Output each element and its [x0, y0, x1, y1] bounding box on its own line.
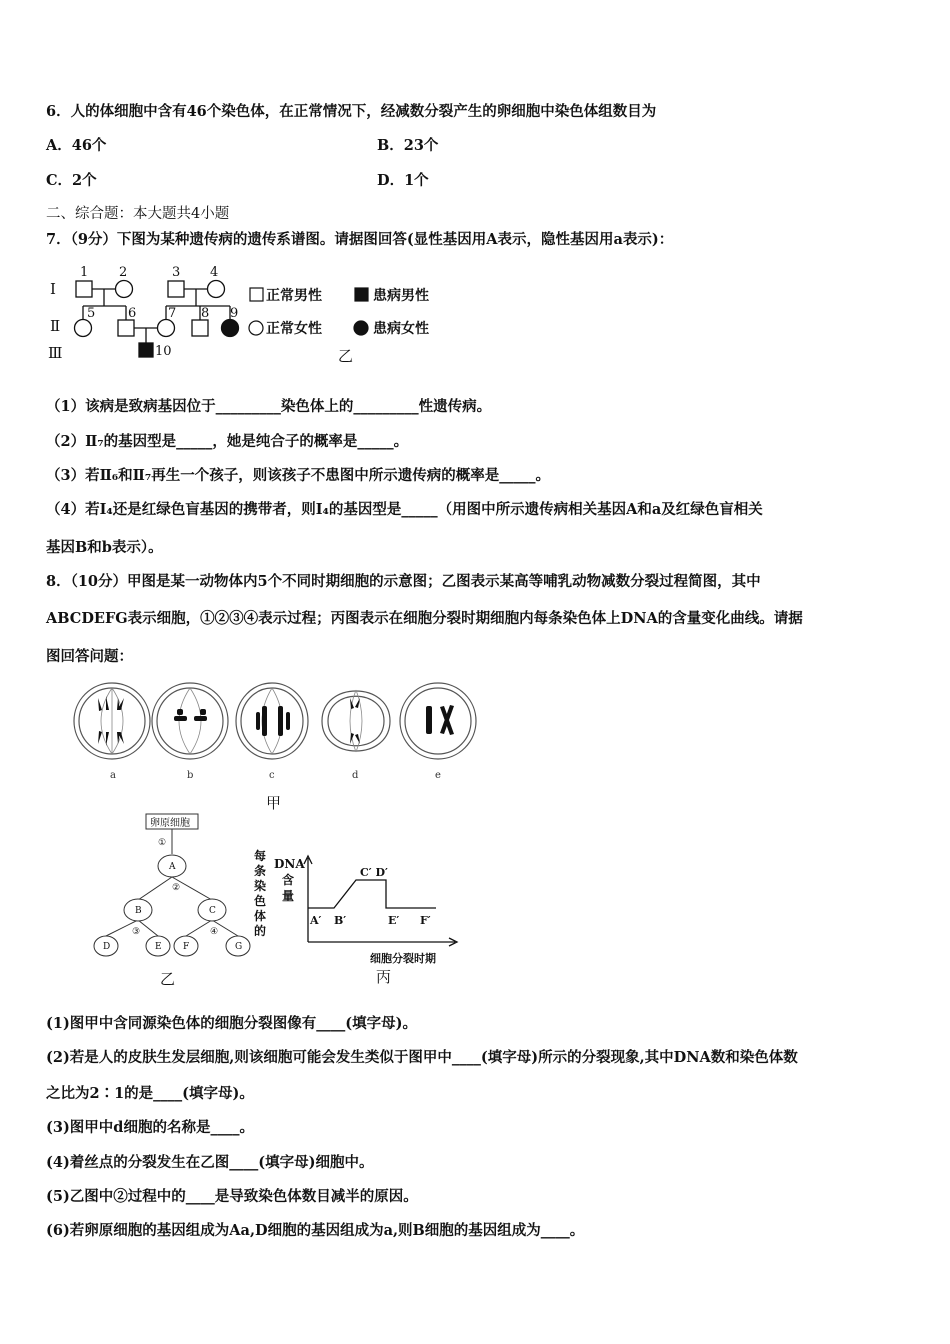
individual-number: 5	[87, 306, 96, 321]
node-label: B	[135, 906, 142, 916]
individual-number: 9	[230, 306, 239, 321]
node-label: F	[183, 942, 190, 952]
cell-b	[152, 683, 228, 759]
q8-item: (3)图甲中d细胞的名称是____。	[46, 1119, 254, 1136]
q8-stem: ABCDEFG表示细胞，①②③④表示过程；丙图表示在细胞分裂时期细胞内每条染色体上DNA的含量变化曲线。请据	[46, 610, 803, 627]
y-axis-label-char: 色	[254, 894, 267, 908]
step-label: ④	[210, 927, 219, 937]
individual-8-normal-male	[192, 320, 208, 336]
q7-item: 基因B和b表示）。	[46, 539, 163, 556]
point-label: A′	[310, 914, 322, 927]
legend-normal-male-icon	[250, 288, 263, 301]
step-label: ①	[158, 838, 167, 848]
legend-label: 患病男性	[373, 288, 429, 304]
q7-item: （3）若Ⅱ₆和Ⅱ₇再生一个孩子，则该孩子不患图中所示遗传病的概率是_____。	[46, 467, 550, 484]
pedigree-figure	[40, 256, 460, 371]
point-label: C′ D′	[360, 866, 388, 879]
individual-4-normal-female	[208, 281, 225, 298]
figure-jia-cells	[60, 676, 490, 816]
point-label: B′	[334, 914, 347, 927]
individual-3-normal-male	[168, 281, 184, 297]
q6-option-c[interactable]: C．2个	[46, 172, 97, 189]
q8-item: (2)若是人的皮肤生发层细胞,则该细胞可能会发生类似于图甲中____(填字母)所示的分裂现象,其中DNA数和染色体数	[46, 1049, 798, 1066]
q8-stem: 图回答问题：	[46, 648, 133, 665]
point-label: E′	[388, 914, 400, 927]
cell-label: a	[110, 770, 116, 781]
y-axis-label-char: 含	[282, 873, 295, 887]
generation-label: Ⅱ	[50, 317, 61, 335]
figure-bing-curve	[250, 846, 480, 986]
q7-item: （2）Ⅱ₇的基因型是_____，她是纯合子的概率是_____。	[46, 433, 409, 450]
legend-label: 患病女性	[373, 321, 429, 337]
legend-normal-female-icon	[249, 321, 263, 335]
root-label: 卵原细胞	[150, 818, 190, 829]
y-axis-label-char: 染	[254, 879, 267, 893]
individual-number: 6	[128, 306, 137, 321]
q7-stem: 7．（9分）下图为某种遗传病的遗传系谱图。请据图回答(显性基因用A表示，隐性基因用a表示)：	[46, 231, 674, 248]
q7-item: （4）若I₄还是红绿色盲基因的携带者，则I₄的基因型是_____（用图中所示遗传病相关基因A和a及红绿色盲相关	[46, 501, 763, 518]
cell-label: e	[435, 770, 441, 781]
q8-item: (1)图甲中含同源染色体的细胞分裂图像有____(填字母)。	[46, 1015, 418, 1032]
figure-yi-caption: 乙	[160, 970, 176, 988]
y-axis-label-char: 体	[254, 909, 267, 923]
individual-number: 2	[119, 265, 128, 280]
cell-label: b	[187, 770, 194, 781]
individual-number: 8	[201, 306, 210, 321]
cell-c	[236, 683, 308, 759]
q6-option-d[interactable]: D．1个	[377, 172, 429, 189]
individual-number: 3	[172, 265, 181, 280]
generation-label: Ⅲ	[48, 344, 63, 362]
individual-9-affected-female	[222, 320, 239, 337]
node-label: A	[169, 862, 176, 872]
y-axis-label-char: 的	[254, 924, 267, 938]
q8-item: (4)着丝点的分裂发生在乙图____(填字母)细胞中。	[46, 1154, 374, 1171]
q6-option-b[interactable]: B．23个	[377, 137, 439, 154]
figure-jia-caption: 甲	[266, 794, 282, 812]
legend-label: 正常女性	[266, 321, 322, 337]
q6-option-a[interactable]: A．46个	[46, 137, 107, 154]
q8-item: 之比为2∶1的是____(填字母)。	[46, 1085, 254, 1102]
cell-label: d	[352, 770, 359, 781]
individual-2-normal-female	[116, 281, 133, 298]
node-label: D	[103, 942, 111, 952]
node-label: G	[235, 942, 243, 952]
cell-e	[400, 683, 476, 759]
cell-label: c	[269, 770, 275, 781]
y-axis-label-dna: DNA	[274, 857, 305, 871]
x-axis-label: 细胞分裂时期	[370, 952, 436, 965]
y-axis-label-char: 量	[282, 889, 295, 903]
legend-label: 正常男性	[266, 288, 322, 304]
step-label: ②	[172, 883, 181, 893]
individual-10-affected-male	[139, 343, 153, 357]
individual-7-normal-female	[158, 320, 175, 337]
q8-item: (6)若卵原细胞的基因组成为Aa,D细胞的基因组成为a,则B细胞的基因组成为____。	[46, 1222, 585, 1239]
figure-bing-caption: 丙	[376, 968, 392, 986]
node-label: C	[209, 906, 216, 916]
individual-number: 4	[210, 265, 219, 280]
q8-stem: 8．（10分）甲图是某一动物体内5个不同时期细胞的示意图；乙图表示某高等哺乳动物减数分裂过程简图，其中	[46, 573, 761, 590]
y-axis-label-char: 条	[254, 864, 267, 878]
individual-6-normal-male	[118, 320, 134, 336]
individual-1-normal-male	[76, 281, 92, 297]
individual-number: 7	[168, 306, 177, 321]
pedigree-caption: 乙	[338, 347, 354, 365]
figure-yi-tree	[86, 812, 266, 992]
node-label: E	[155, 942, 162, 952]
q7-item: （1）该病是致病基因位于_________染色体上的_________性遗传病。	[46, 398, 492, 415]
generation-label: Ⅰ	[50, 280, 56, 298]
dna-curve	[308, 880, 436, 908]
y-axis-label-char: 每	[254, 849, 267, 863]
individual-number: 1	[80, 265, 89, 280]
individual-5-normal-female	[75, 320, 92, 337]
cell-d	[322, 691, 390, 751]
legend-affected-female-icon	[354, 321, 368, 335]
point-label: F′	[420, 914, 431, 927]
q8-item: (5)乙图中②过程中的____是导致染色体数目减半的原因。	[46, 1188, 418, 1205]
step-label: ③	[132, 927, 141, 937]
q6-stem: 6．人的体细胞中含有46个染色体，在正常情况下，经减数分裂产生的卵细胞中染色体组数目为	[46, 103, 657, 120]
individual-number: 10	[155, 344, 172, 359]
legend-affected-male-icon	[355, 288, 368, 301]
section-heading: 二、综合题：本大题共4小题	[46, 206, 230, 222]
